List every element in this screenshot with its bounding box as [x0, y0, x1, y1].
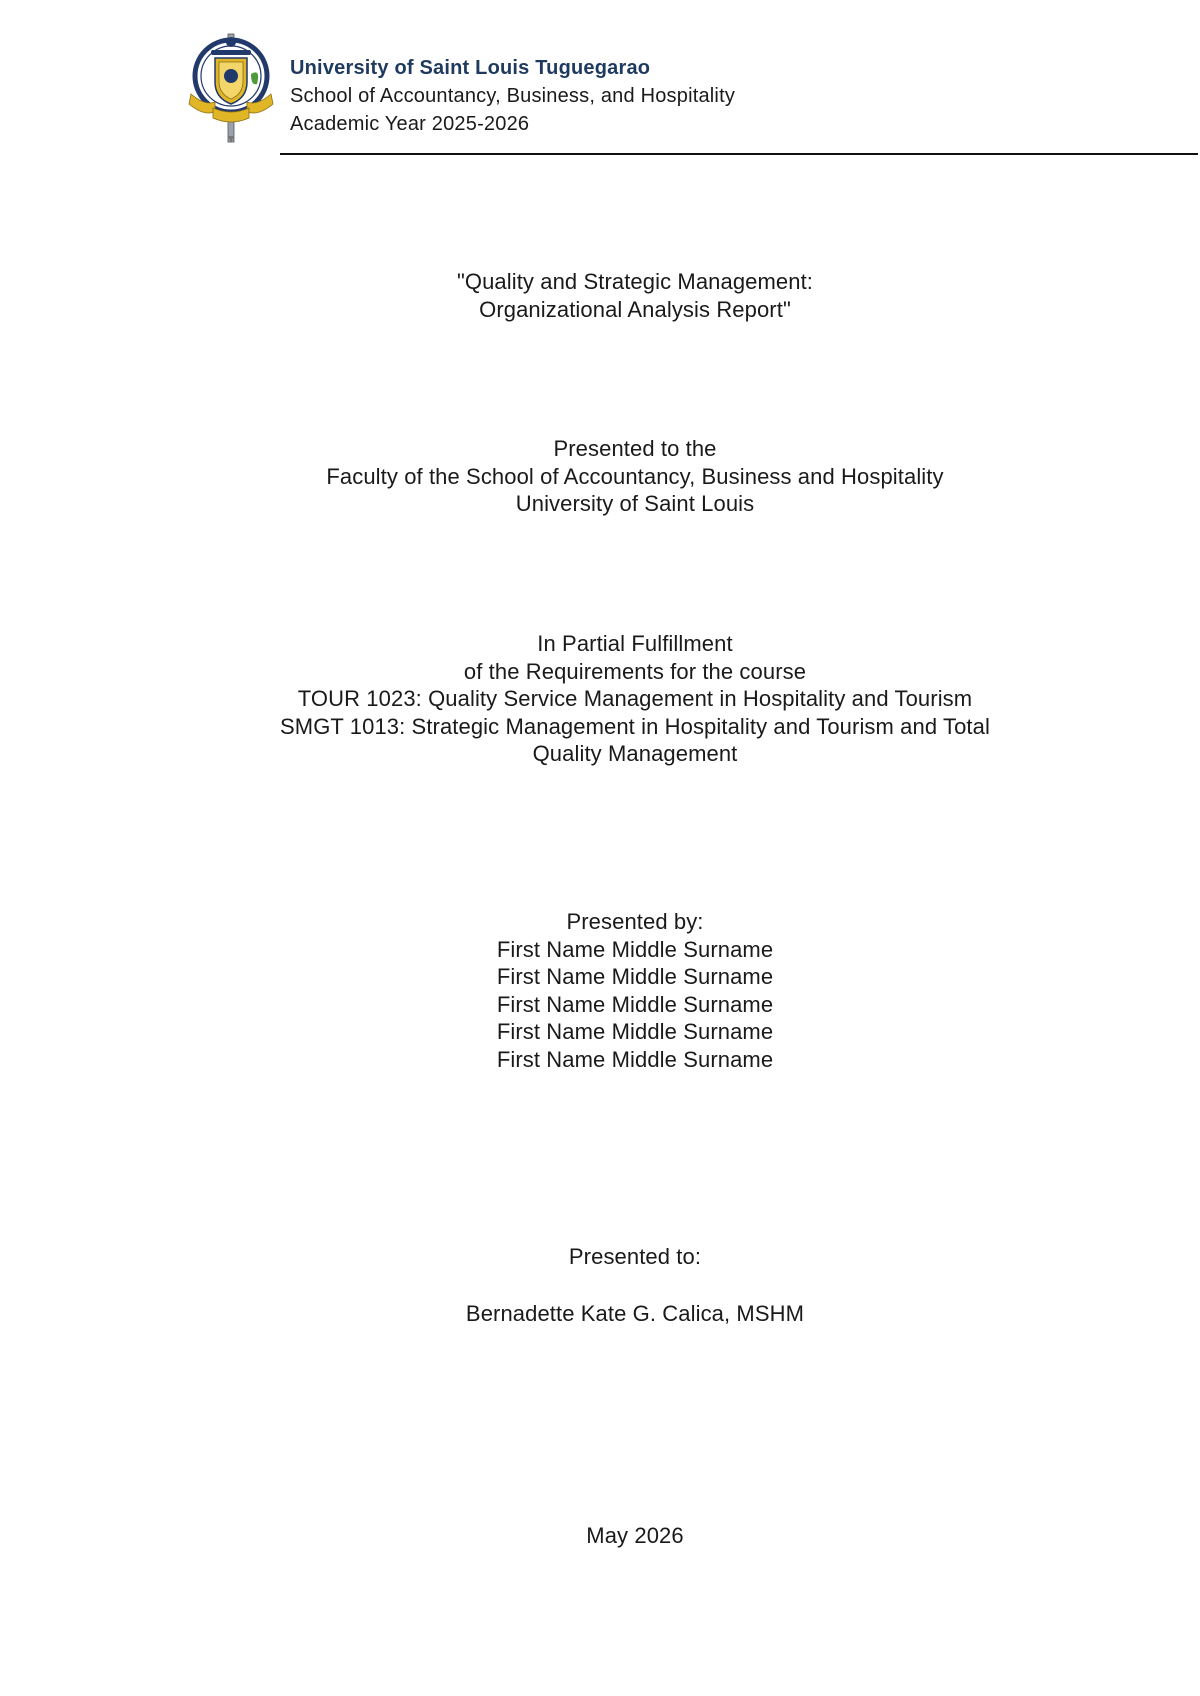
header-text: [290, 54, 735, 138]
document-header: [0, 0, 1200, 160]
faculty-line-2: Faculty of the School of Accountancy, Business and Hospitality: [326, 463, 944, 489]
fulfillment-statement: [0, 630, 1200, 768]
author-name: First Name Middle Surname: [496, 936, 774, 962]
fulfillment-line-4: SMGT 1013: Strategic Management in Hospitality and Tourism and Total: [280, 713, 990, 739]
author-name: First Name Middle Surname: [496, 991, 774, 1017]
fulfillment-line-3: TOUR 1023: Quality Service Management in Hospitality and Tourism: [297, 686, 973, 711]
school-name: School of Accountancy, Business, and Hospitality: [290, 85, 736, 107]
title-line-1: "Quality and Strategic Management:: [456, 269, 814, 294]
author-name: First Name Middle Surname: [496, 1019, 774, 1044]
presented-by: [0, 908, 1200, 1073]
presented-to-faculty: [0, 435, 1200, 518]
presented-to-label: Presented to:: [568, 1244, 702, 1269]
academic-year: Academic Year 2025-2026: [290, 113, 530, 135]
presented-to: [0, 1243, 1200, 1327]
adviser-name: Bernadette Kate G. Calica, MSHM: [465, 1300, 805, 1326]
fulfillment-line-5: Quality Management: [532, 741, 738, 766]
date-text: May 2026: [586, 1523, 684, 1548]
header-divider: [280, 153, 1198, 155]
author-name: First Name Middle Surname: [496, 964, 774, 989]
presented-by-label: Presented by:: [566, 909, 704, 934]
faculty-line-3: University of Saint Louis: [515, 491, 755, 516]
submission-date: [0, 1522, 1200, 1550]
author-name: First Name Middle Surname: [496, 1046, 774, 1072]
spacer: [0, 1271, 1200, 1300]
fulfillment-line-1: In Partial Fulfillment: [537, 631, 733, 656]
university-name: University of Saint Louis Tuguegarao: [290, 57, 651, 79]
faculty-line-1: Presented to the: [553, 436, 717, 461]
fulfillment-line-2: of the Requirements for the course: [463, 658, 807, 684]
university-seal-icon: [185, 32, 277, 144]
report-title: [0, 268, 1200, 323]
title-line-2: Organizational Analysis Report": [479, 296, 791, 322]
